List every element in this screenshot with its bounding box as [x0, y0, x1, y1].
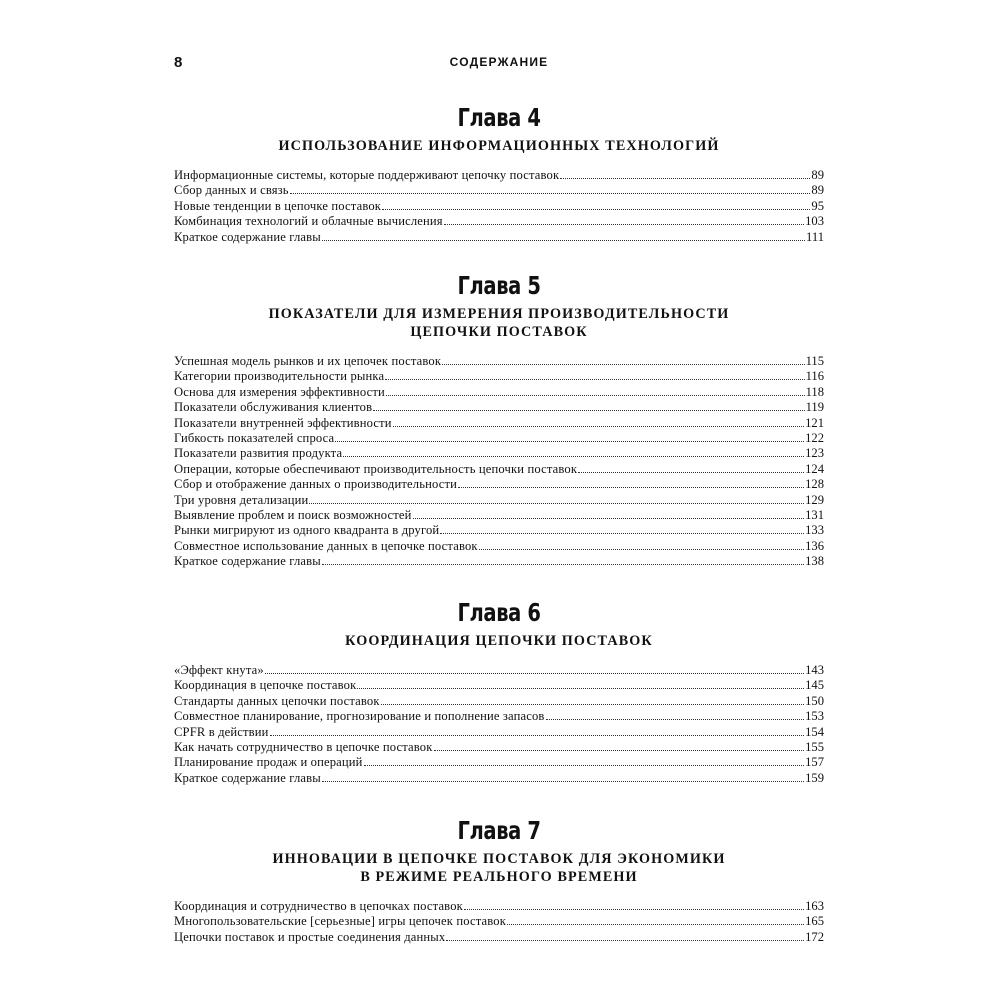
toc-entry-label: Совместное планирование, прогнозирование и пополнение запасов	[174, 709, 545, 724]
dot-leader	[343, 456, 804, 457]
toc-entry-page: 165	[805, 914, 824, 929]
toc-entry-page: 154	[805, 724, 824, 739]
toc-entry[interactable]	[174, 914, 824, 929]
chapter-title	[174, 137, 824, 155]
chapter-title-line: ЦЕПОЧКИ ПОСТАВОК	[410, 324, 588, 340]
toc-entry-label: Краткое содержание главы	[174, 554, 321, 569]
toc-entry-label: Операции, которые обеспечивают производительность цепочки поставок	[174, 461, 578, 476]
toc-entry-page: 111	[806, 229, 824, 244]
chapter-title	[174, 305, 824, 341]
toc-entry-page: 145	[805, 678, 824, 693]
toc-entry-label: CPFR в действии	[174, 724, 269, 739]
dot-leader	[440, 533, 804, 534]
toc-entry-page: 136	[805, 538, 824, 553]
dot-leader	[265, 673, 804, 674]
dot-leader	[309, 503, 804, 504]
toc-entry-label: Сбор и отображение данных о производительности	[174, 477, 458, 492]
toc-entry-label: Многопользовательские [серьезные] игры цепочек поставок	[174, 914, 507, 929]
toc-entry-page: 119	[805, 400, 824, 415]
toc-entry[interactable]	[174, 755, 824, 770]
toc-entry-page: 133	[805, 523, 824, 538]
toc-list	[174, 899, 824, 945]
toc-entry[interactable]	[174, 930, 824, 945]
toc-entry-label: Новые тенденции в цепочке поставок	[174, 198, 382, 213]
toc-entry[interactable]	[174, 214, 824, 229]
toc-entry-label: «Эффект кнута»	[174, 663, 264, 677]
toc-entry-page: 89	[811, 183, 824, 198]
toc-entry-page: 89	[811, 168, 824, 182]
toc-entry-page: 95	[811, 198, 824, 213]
dot-leader	[373, 410, 804, 411]
toc-entry[interactable]	[174, 354, 824, 369]
toc-entry[interactable]	[174, 199, 824, 214]
toc-entry-page: 121	[805, 415, 824, 430]
toc-entry-label: Сбор данных и связь	[174, 183, 289, 198]
toc-entry-page: 116	[805, 369, 824, 384]
dot-leader	[446, 940, 804, 941]
toc-entry-label: Краткое содержание главы	[174, 770, 321, 785]
dot-leader	[322, 781, 804, 782]
toc-entry[interactable]	[174, 554, 824, 569]
toc-entry[interactable]	[174, 385, 824, 400]
chapter-heading: Глава 5	[457, 271, 541, 300]
toc-entry-label: Планирование продаж и операций	[174, 755, 363, 770]
toc-entry-label: Комбинация технологий и облачные вычисления	[174, 214, 443, 229]
dot-leader	[444, 224, 804, 225]
dot-leader	[434, 750, 805, 751]
toc-entry[interactable]	[174, 678, 824, 693]
toc-entry-page: 153	[805, 709, 824, 724]
toc-entry-label: Категории производительности рынка	[174, 369, 385, 384]
toc-entry[interactable]	[174, 416, 824, 431]
toc-entry-page: 103	[805, 214, 824, 229]
toc-entry[interactable]	[174, 400, 824, 415]
toc-entry[interactable]	[174, 539, 824, 554]
toc-entry-page: 157	[805, 755, 824, 770]
dot-leader	[507, 924, 804, 925]
toc-entry-page: 123	[805, 446, 824, 461]
chapter-title-line: ИСПОЛЬЗОВАНИЕ ИНФОРМАЦИОННЫХ ТЕХНОЛОГИЙ	[278, 138, 720, 154]
toc-entry[interactable]	[174, 493, 824, 508]
toc-entry-label: Успешная модель рынков и их цепочек поставок	[174, 354, 442, 368]
toc-entry-label: Основа для измерения эффективности	[174, 384, 385, 399]
toc-entry[interactable]	[174, 694, 824, 709]
dot-leader	[385, 379, 804, 380]
toc-entry-label: Три уровня детализации	[174, 492, 309, 507]
toc-entry-page: 131	[805, 507, 824, 522]
dot-leader	[479, 549, 804, 550]
toc-entry-page: 122	[805, 430, 824, 445]
toc-entry-label: Координация в цепочке поставок	[174, 678, 357, 693]
toc-list	[174, 168, 824, 245]
chapter-heading: Глава 4	[457, 103, 541, 132]
toc-list	[174, 663, 824, 786]
toc-entry-label: Цепочки поставок и простые соединения данных	[174, 929, 446, 944]
toc-entry-page: 128	[805, 477, 824, 492]
dot-leader	[290, 193, 811, 194]
toc-entry-page: 159	[805, 770, 824, 785]
dot-leader	[458, 487, 804, 488]
toc-entry[interactable]	[174, 431, 824, 446]
toc-entry-label: Выявление проблем и поиск возможностей	[174, 507, 412, 522]
toc-list	[174, 354, 824, 569]
dot-leader	[382, 209, 810, 210]
toc-entry[interactable]	[174, 523, 824, 538]
toc-entry-label: Показатели развития продукта	[174, 446, 343, 461]
toc-entry-label: Гибкость показателей спроса	[174, 430, 335, 445]
toc-entry[interactable]	[174, 508, 824, 523]
toc-entry[interactable]	[174, 446, 824, 461]
dot-leader	[464, 909, 804, 910]
toc-entry-page: 124	[805, 461, 824, 476]
toc-entry[interactable]	[174, 725, 824, 740]
toc-entry[interactable]	[174, 230, 824, 245]
toc-entry-page: 155	[805, 739, 824, 754]
toc-entry-page: 129	[805, 492, 824, 507]
toc-entry-label: Рынки мигрируют из одного квадранта в другой	[174, 523, 440, 538]
dot-leader	[578, 472, 804, 473]
toc-entry-label: Координация и сотрудничество в цепочках поставок	[174, 899, 463, 913]
dot-leader	[335, 441, 804, 442]
chapter-section	[174, 598, 824, 786]
toc-entry-page: 115	[805, 354, 824, 368]
toc-entry[interactable]	[174, 477, 824, 492]
dot-leader	[413, 518, 805, 519]
toc-entry[interactable]	[174, 899, 824, 914]
chapter-heading: Глава 6	[457, 598, 541, 627]
toc-entry[interactable]	[174, 709, 824, 724]
dot-leader	[322, 564, 804, 565]
chapter-title-line: ИННОВАЦИИ В ЦЕПОЧКЕ ПОСТАВОК ДЛЯ ЭКОНОМИКИ	[272, 851, 726, 867]
toc-entry[interactable]	[174, 663, 824, 678]
dot-leader	[393, 426, 804, 427]
chapter-title-line: В РЕЖИМЕ РЕАЛЬНОГО ВРЕМЕНИ	[360, 869, 638, 885]
dot-leader	[442, 364, 804, 365]
dot-leader	[357, 688, 804, 689]
chapter-heading: Глава 7	[457, 816, 541, 845]
toc-entry[interactable]	[174, 369, 824, 384]
toc-entry-page: 118	[805, 384, 824, 399]
chapter-title-line: КООРДИНАЦИЯ ЦЕПОЧКИ ПОСТАВОК	[345, 633, 653, 649]
toc-entry[interactable]	[174, 771, 824, 786]
toc-entry-page: 138	[805, 554, 824, 569]
toc-entry[interactable]	[174, 462, 824, 477]
dot-leader	[270, 735, 805, 736]
toc-entry-label: Показатели внутренней эффективности	[174, 415, 392, 430]
chapter-title	[174, 850, 824, 886]
toc-entry-page: 150	[805, 693, 824, 708]
dot-leader	[381, 704, 804, 705]
dot-leader	[560, 178, 810, 179]
dot-leader	[364, 765, 805, 766]
running-title: СОДЕРЖАНИЕ	[449, 55, 549, 69]
toc-entry-label: Информационные системы, которые поддерживают цепочку поставок	[174, 168, 560, 182]
dot-leader	[322, 240, 805, 241]
chapter-section	[174, 103, 824, 245]
toc-entry-label: Совместное использование данных в цепочке поставок	[174, 538, 478, 553]
toc-entry-label: Показатели обслуживания клиентов	[174, 400, 373, 415]
toc-entry-page: 163	[805, 899, 824, 913]
dot-leader	[546, 719, 805, 720]
chapter-title-line: ПОКАЗАТЕЛИ ДЛЯ ИЗМЕРЕНИЯ ПРОИЗВОДИТЕЛЬНОСТИ	[268, 306, 730, 322]
toc-entry-label: Стандарты данных цепочки поставок	[174, 693, 380, 708]
toc-entry[interactable]	[174, 740, 824, 755]
toc-entry-page: 143	[805, 663, 824, 677]
toc-entry-label: Как начать сотрудничество в цепочке поставок	[174, 739, 433, 754]
toc-entry[interactable]	[174, 183, 824, 198]
page-header	[174, 54, 824, 74]
toc-entry-label: Краткое содержание главы	[174, 229, 321, 244]
chapter-title	[174, 632, 824, 650]
chapter-section	[174, 816, 824, 945]
toc-entry[interactable]	[174, 168, 824, 183]
toc-entry-page: 172	[805, 929, 824, 944]
page-number: 8	[174, 54, 183, 71]
dot-leader	[386, 395, 805, 396]
chapter-section	[174, 271, 824, 569]
